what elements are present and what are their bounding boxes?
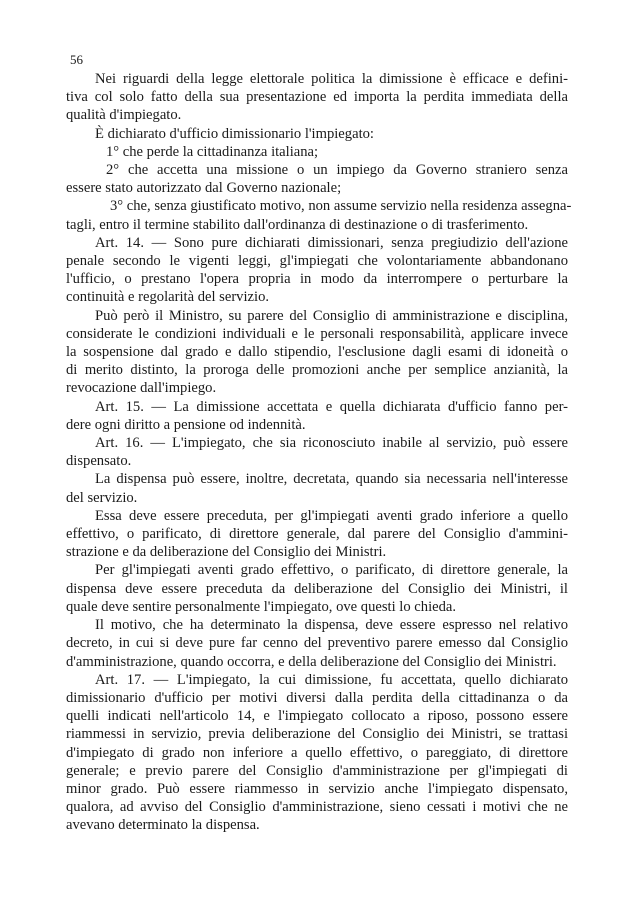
text-line: di merito distinto, la proroga delle promozioni anche per semplice anzianità, la xyxy=(66,362,568,379)
text-line: qualora, ad avviso del Consiglio d'amministrazione, sieno cessati i motivi che ne xyxy=(66,799,568,816)
text-line: effettivo, o parificato, di direttore generale, dal parere del Consiglio d'ammini- xyxy=(66,526,568,543)
text-line: Il motivo, che ha determinato la dispensa, deve essere espresso nel relativo xyxy=(95,617,568,634)
text-line: l'ufficio, o prestano l'opera propria in modo da interrompere o perturbare la xyxy=(66,271,568,288)
text-line: È dichiarato d'ufficio dimissionario l'impiegato: xyxy=(95,125,374,142)
text-line: strazione e da deliberazione del Consiglio dei Ministri. xyxy=(66,544,387,561)
text-line: Art. 14. — Sono pure dichiarati dimissionari, senza pregiudizio dell'azione xyxy=(95,234,568,251)
text-line: Art. 15. — La dimissione accettata e quella dichiarata d'ufficio fanno per- xyxy=(95,398,568,415)
text-line: decreto, in cui si deve pure far cenno del preventivo parere emesso dal Consiglio xyxy=(66,635,568,652)
text-line: dimissionario d'ufficio per motivi diversi dalla perdita della cittadinanza o da xyxy=(66,689,568,706)
text-line: d'amministrazione, quando occorra, e della deliberazione del Consiglio dei Ministri. xyxy=(66,653,557,670)
text-line: essere stato autorizzato dal Governo nazionale; xyxy=(66,180,342,197)
text-line: tagli, entro il termine stabilito dall'ordinanza di destinazione o di trasferimento. xyxy=(66,216,529,233)
text-line: 1° che perde la cittadinanza italiana; xyxy=(106,143,319,160)
body-text xyxy=(66,70,572,835)
text-line: considerate le condizioni individuali e le personali responsabilità, applicare invece xyxy=(66,325,568,342)
text-line: continuità e regolarità del servizio. xyxy=(66,289,270,306)
text-line: Art. 16. — L'impiegato, che sia riconosciuto inabile al servizio, può essere xyxy=(95,435,568,452)
text-line: avevano determinato la dispensa. xyxy=(66,817,260,834)
text-line: Essa deve essere preceduta, per gl'impiegati aventi grado inferiore a quello xyxy=(95,507,568,524)
text-line: minor grado. Può essere riammesso in servizio anche l'impiegato dispensato, xyxy=(66,780,568,797)
text-line: revocazione dall'impiego. xyxy=(66,380,217,397)
text-line: tiva col solo fatto della sua presentazione ed importa la perdita immediata della xyxy=(66,89,568,106)
text-line: penale secondo le vigenti leggi, gl'impiegati che volontariamente abbandonano xyxy=(66,253,568,270)
text-line: d'impiegato di grado non inferiore a quello effettivo, o pareggiato, di direttore xyxy=(66,744,568,761)
text-line: generale; e previo parere del Consiglio d'amministrazione per gl'impiegati di xyxy=(66,762,568,779)
text-line: Art. 17. — L'impiegato, la cui dimissione, fu accettata, quello dichiarato xyxy=(95,671,568,688)
text-line: Per gl'impiegati aventi grado effettivo, o parificato, di direttore generale, la xyxy=(95,562,568,579)
text-line: Nei riguardi della legge elettorale politica la dimissione è efficace e defini- xyxy=(95,71,568,87)
text-line: dispensa deve essere preceduta da deliberazione del Consiglio dei Ministri, il xyxy=(66,580,568,597)
text-line: 3° che, senza giustificato motivo, non assume servizio nella residenza assegna- xyxy=(110,198,572,215)
text-line: 2° che accetta una missione o un impiego da Governo straniero senza xyxy=(106,162,568,179)
text-line: riammessi in servizio, previa deliberazione del Consiglio dei Ministri, se trattasi xyxy=(66,726,568,743)
text-line: Può però il Ministro, su parere del Consiglio di amministrazione e disciplina, xyxy=(95,307,568,324)
page-number: 56 xyxy=(70,52,83,67)
text-line: la sospensione dal grado e dallo stipendio, l'esclusione dagli esami di idoneità o xyxy=(66,344,568,361)
text-line: dispensato. xyxy=(66,453,132,470)
text-line: dere ogni diritto a pensione od indennità. xyxy=(66,416,306,433)
text-line: del servizio. xyxy=(66,489,138,506)
text-line: La dispensa può essere, inoltre, decretata, quando sia necessaria nell'interesse xyxy=(95,471,568,488)
text-line: qualità d'impiegato. xyxy=(66,107,182,124)
text-line: quelli indicati nell'articolo 14, e l'impiegato collocato a riposo, possono essere xyxy=(66,708,568,725)
text-line: quale deve sentire personalmente l'impiegato, ove questi lo chieda. xyxy=(66,598,457,615)
